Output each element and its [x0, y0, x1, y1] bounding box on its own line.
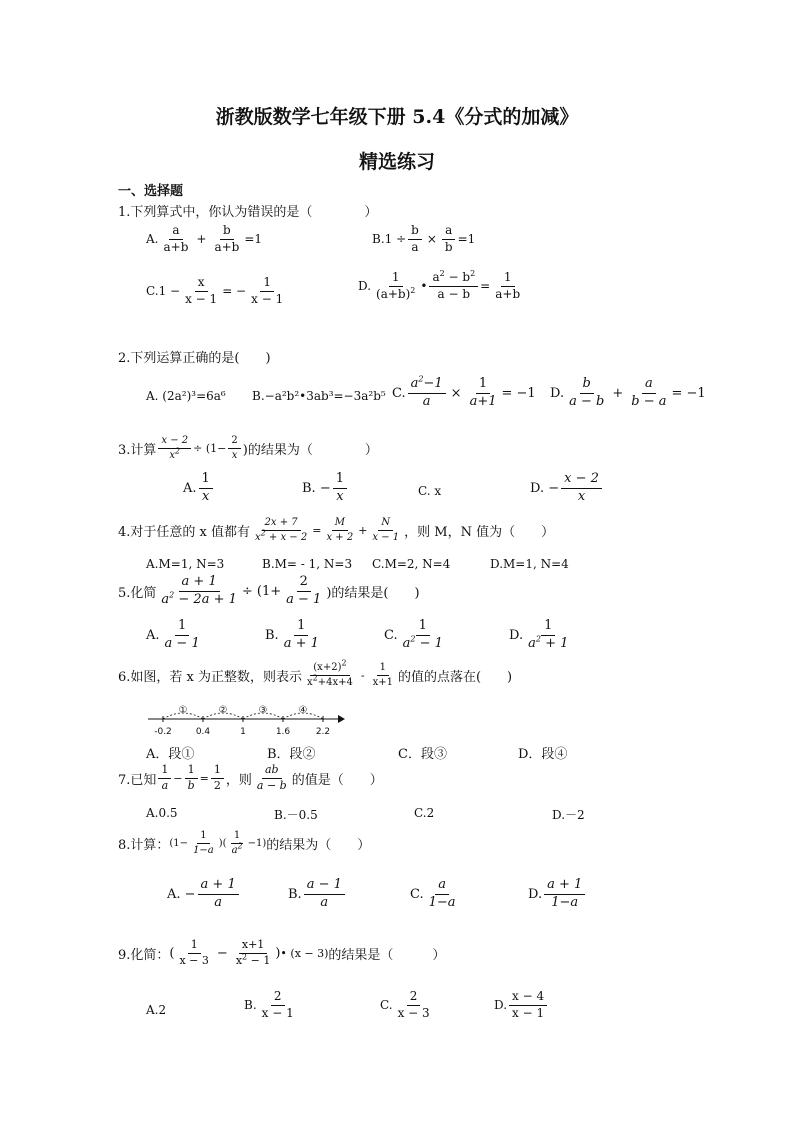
- number-line: [146, 701, 346, 741]
- q7-option-d[interactable]: D.－2: [552, 808, 585, 822]
- q9-option-b[interactable]: B. $\frac{2}{x - 1}$: [244, 989, 294, 1020]
- tick-label: 0.4: [195, 727, 211, 737]
- q2-option-b[interactable]: B.−a²b²•3ab³=−3a²b⁵: [252, 389, 386, 403]
- q1-option-a[interactable]: A. $\frac{a}{a+b}$ + $\frac{b}{a+b}$ =1: [146, 223, 263, 254]
- q3-option-c[interactable]: C. x: [418, 484, 442, 498]
- q7-option-c[interactable]: C.2: [414, 806, 435, 820]
- q3-option-d[interactable]: D. − $\frac{x - 2}{x}$: [530, 472, 604, 505]
- tick-label: 1: [240, 727, 246, 737]
- q5-option-d[interactable]: D. $\frac{1}{a^2 + 1}$: [509, 618, 569, 651]
- q4-option-c[interactable]: C.M=2, N=4: [372, 557, 451, 571]
- q2-option-c[interactable]: C. $\frac{a^2-1}{a}$ × $\frac{1}{a+1}$ = −1: [392, 374, 536, 409]
- q7-option-b[interactable]: B.－0.5: [274, 808, 318, 822]
- q5-option-c[interactable]: C. $\frac{1}{a^2 - 1}$: [384, 618, 443, 651]
- tick-label: 2.2: [315, 727, 331, 737]
- segment-1-label: ①: [178, 705, 188, 716]
- q4-option-d[interactable]: D.M=1, N=4: [490, 557, 569, 571]
- q6-option-b[interactable]: B．段②: [267, 747, 316, 762]
- q9-option-d[interactable]: D. $\frac{x - 4}{x - 1}$: [494, 990, 549, 1021]
- q9-stem: 9.化简： ( $\frac{1}{x - 3}$ − $\frac{x+1}{x^2 - 1}$ ) • (x − 3) 的结果是（ ）: [118, 938, 446, 967]
- q8-option-d[interactable]: D. $\frac{a + 1}{1-a}$: [528, 878, 587, 911]
- q4-option-a[interactable]: A.M=1, N=3: [146, 557, 225, 571]
- q7-option-a[interactable]: A.0.5: [146, 806, 178, 820]
- q2-stem: 2.下列运算正确的是( ): [118, 351, 271, 366]
- q2-option-d[interactable]: D. $\frac{b}{a - b}$ + $\frac{a}{b - a}$ = −1: [550, 376, 706, 409]
- q3-stem: 3.计算 $\frac{x - 2}{x^2}$ ÷ (1− $\frac{2}{x}$ )的结果为（ ）: [118, 435, 378, 461]
- q1-option-b[interactable]: B. 1 ÷ $\frac{b}{a}$ × $\frac{a}{b}$ =1: [372, 223, 476, 254]
- q6-option-c[interactable]: C．段③: [398, 747, 447, 762]
- q1-option-c[interactable]: C. 1 − $\frac{x}{x - 1}$ = − $\frac{1}{x - 1}$: [146, 275, 284, 306]
- q1-stem: 1.下列算式中，你认为错误的是（ ）: [118, 205, 378, 220]
- q6-option-a[interactable]: A．段①: [146, 747, 195, 762]
- q1-option-d[interactable]: D. $\frac{1}{(a+b)^2}$ • $\frac{a^2 - b^2}{a - b}$ = $\frac{1}{a+b}$: [358, 269, 521, 301]
- q7-stem: 7.已知 $\frac{1}{a}$ − $\frac{1}{b}$ = $\frac{1}{2}$ ，则 $\frac{ab}{a - b}$ 的值是（ ）: [118, 763, 383, 792]
- page-subtitle: 精选练习: [358, 151, 435, 173]
- segment-3-label: ③: [258, 705, 268, 716]
- q9-option-a[interactable]: A.2: [146, 1003, 167, 1017]
- q6-option-d[interactable]: D．段④: [518, 747, 568, 762]
- q2-option-a[interactable]: A. (2a²)³=6a⁶: [146, 389, 226, 403]
- q5-option-b[interactable]: B. $\frac{1}{a + 1}$: [265, 618, 319, 651]
- q3-option-a[interactable]: A. $\frac{1}{x}$: [183, 472, 215, 505]
- q9-option-c[interactable]: C. $\frac{2}{x - 3}$: [380, 989, 430, 1020]
- page-title: 浙教版数学七年级下册 5.4《分式的加减》: [215, 106, 579, 128]
- q3-option-b[interactable]: B. − $\frac{1}{x}$: [302, 472, 349, 505]
- segment-2-label: ②: [218, 705, 228, 716]
- tick-label: 1.6: [275, 727, 291, 737]
- q8-option-b[interactable]: B. $\frac{a - 1}{a}$: [288, 878, 347, 911]
- section-heading: 一、选择题: [118, 184, 184, 199]
- q8-stem: 8.计算： (1− $\frac{1}{1-a}$ )( $\frac{1}{a^2}$ −1) 的结果为（ ）: [118, 830, 371, 856]
- segment-4-label: ④: [298, 705, 308, 716]
- q4-option-b[interactable]: B.M= - 1, N=3: [262, 557, 353, 571]
- q6-stem: 6.如图，若 x 为正整数，则表示 $\frac{(x+2)^2}{x^2+4x+4}$ - $\frac{1}{x+1}$ 的值的点落在( ): [118, 658, 513, 688]
- tick-label: -0.2: [154, 727, 172, 737]
- q8-option-c[interactable]: C. $\frac{a}{1-a}$: [410, 877, 456, 910]
- q5-stem: 5.化简 $\frac{a + 1}{a^2 - 2a + 1}$ ÷ (1+ $\frac{2}{a - 1}$ )的结果是( ): [118, 574, 420, 607]
- q5-option-a[interactable]: A. $\frac{1}{a - 1}$: [146, 618, 200, 651]
- q8-option-a[interactable]: A. − $\frac{a + 1}{a}$: [167, 878, 241, 911]
- q4-stem: 4.对于任意的 x 值都有 $\frac{2x + 7}{x^2 + x - 2}$ = $\frac{M}{x + 2}$ + $\frac{N}{x - 1}$ ，则 M，N 值为（ ）: [118, 517, 555, 543]
